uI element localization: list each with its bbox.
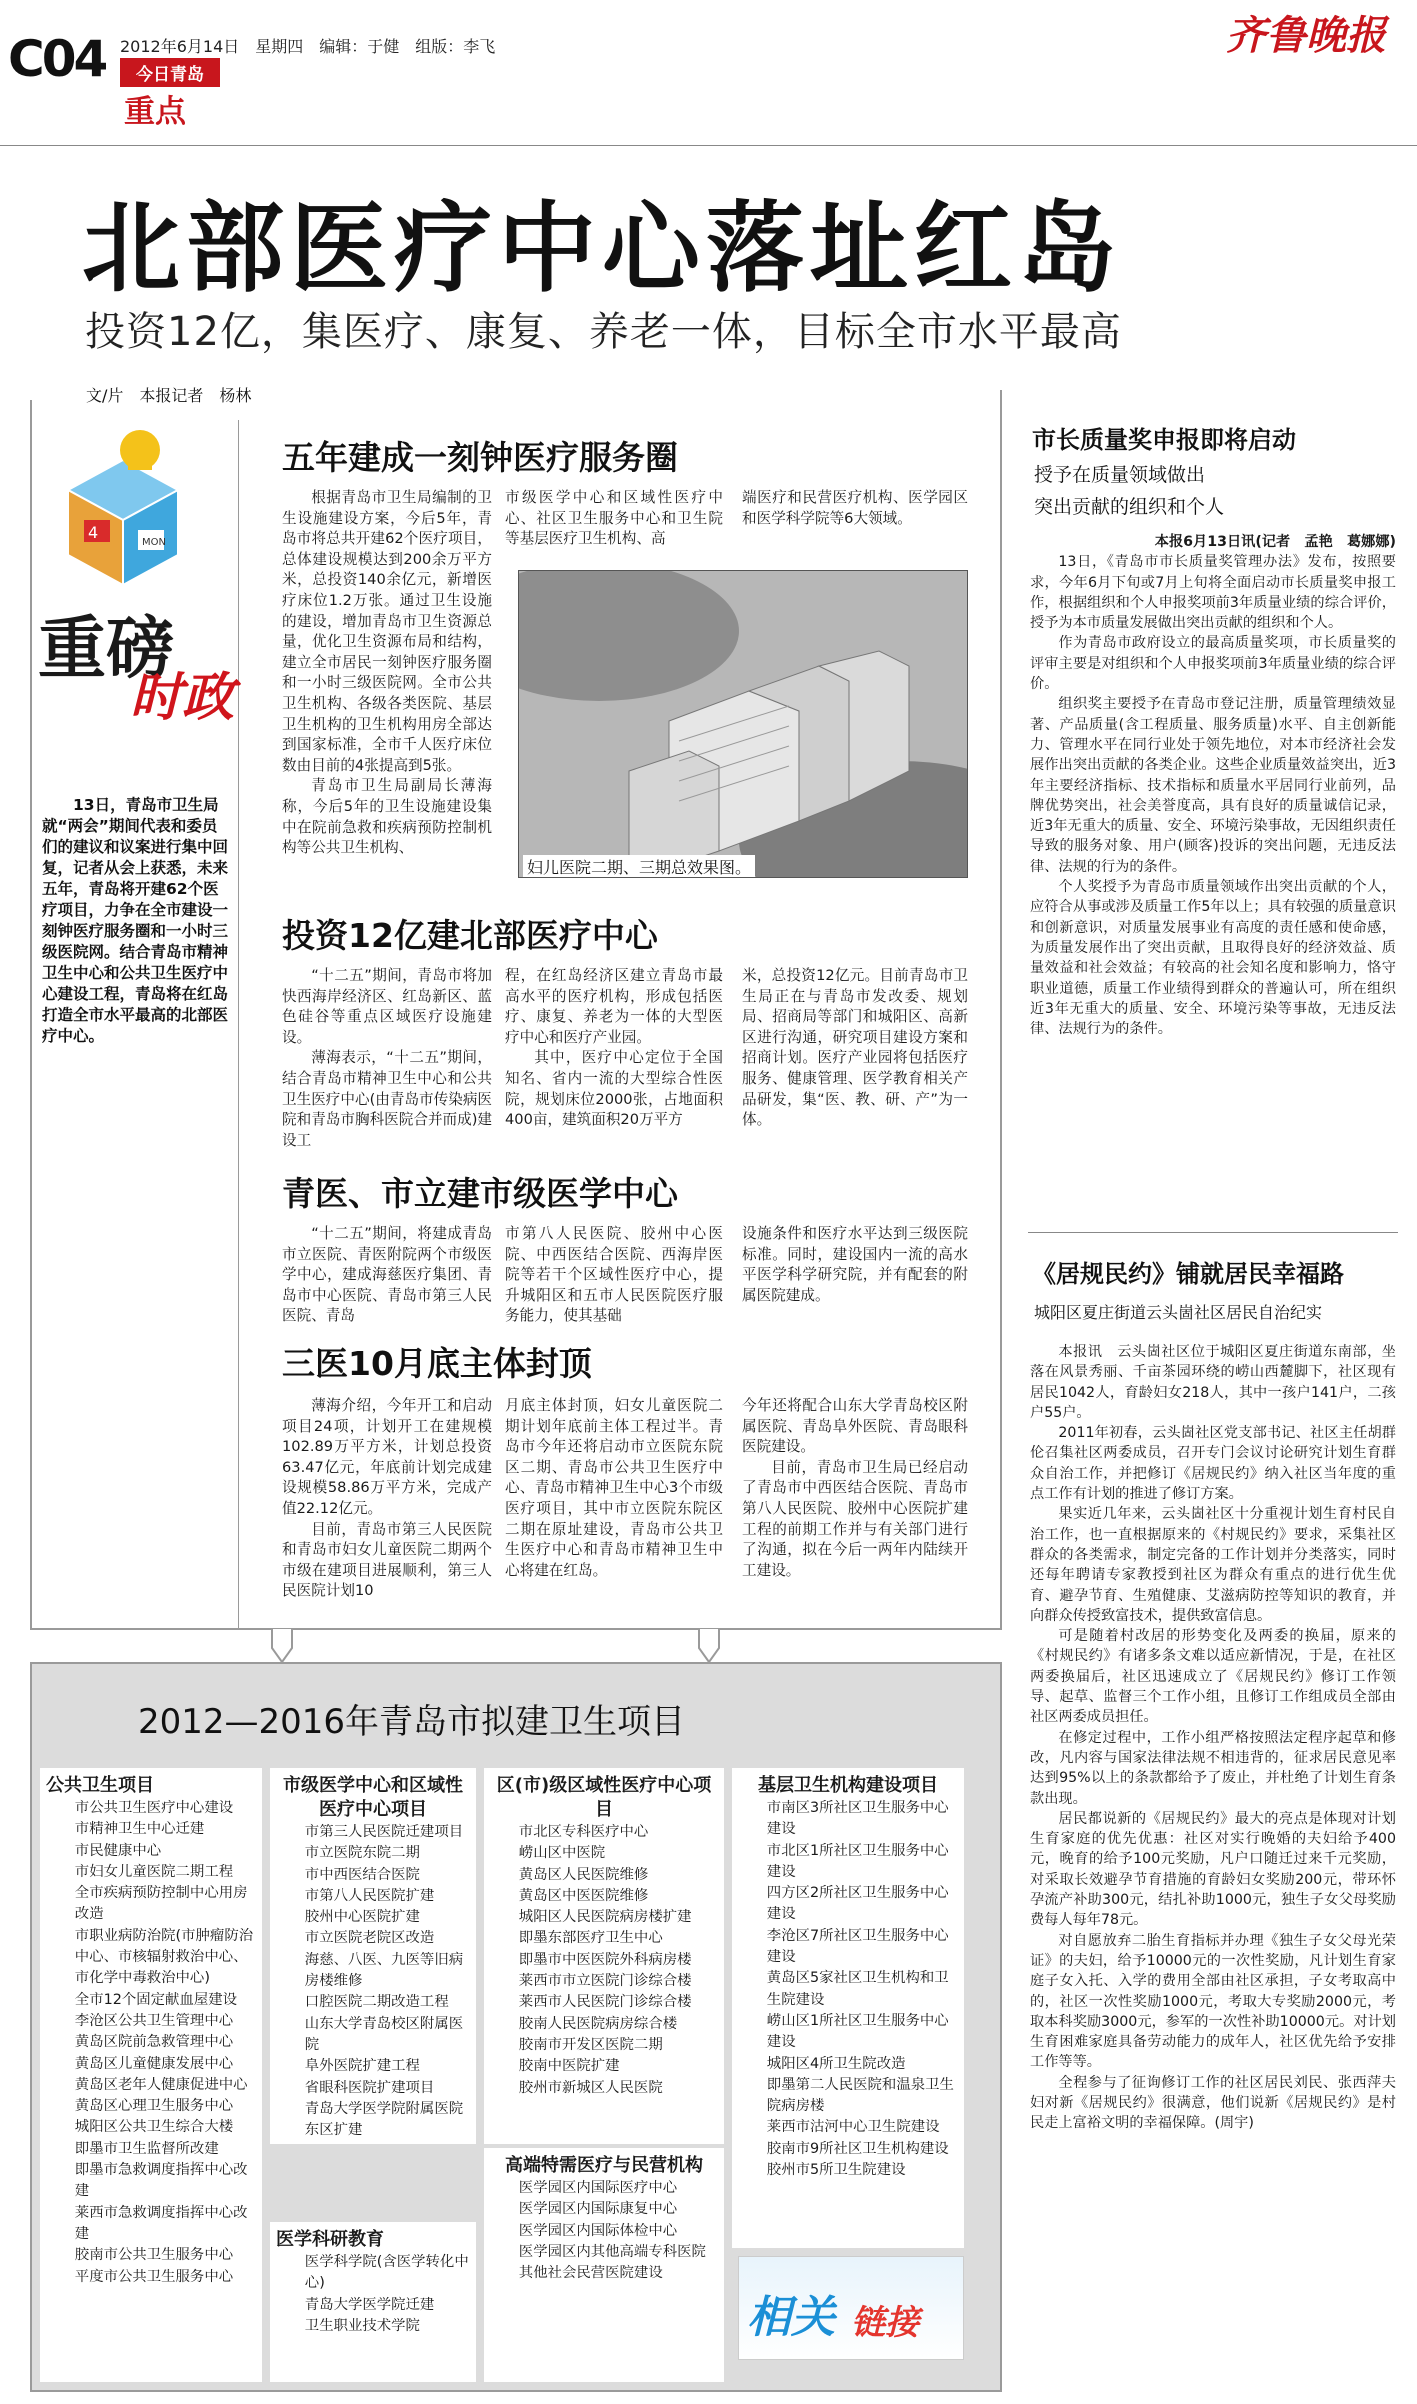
project-item: 胶南市开发区医院二期 bbox=[518, 2036, 663, 2053]
project-item: 市民健康中心 bbox=[74, 1842, 162, 1859]
project-item: 崂山区1所社区卫生服务中心建设 bbox=[766, 2012, 949, 2051]
right-a2-p4: 可是随着村改居的形势变化及两委的换届，原来的《村规民约》有诸多条文难以适应新情况，于是，在社区两委换届后，社区迅速成立了《居规民约》修订工作领导、起草、监督三个工作小组，且修订工作组成员全部由社区两委成员担任。 bbox=[1030, 1628, 1396, 1726]
promo-title-line1: 重磅 bbox=[38, 609, 175, 689]
project-item: 李沧区公共卫生管理中心 bbox=[74, 2012, 234, 2029]
project-col-basic bbox=[732, 1768, 964, 2248]
section-name: 重点 bbox=[124, 94, 186, 130]
project-item: 莱西市人民医院门诊综合楼 bbox=[518, 1994, 692, 2011]
s1-col3 bbox=[742, 488, 968, 529]
right-a2-p3: 果实近几年来，云头崮社区十分重视计划生育村民自治工作，也一直根据原来的《村规民约》要求，采集社区群众的各类需求，制定完备的工作计划并分类落实，同时还每年聘请专家教授到社区为群众有重点的进行优生优育、避孕节育、生殖健康、艾滋病防控等知识的教育，并向群众传授致富技术，提供致富信息。 bbox=[1030, 1506, 1396, 1624]
project-col-city bbox=[270, 1768, 476, 2144]
s3-col2-p: 市第八人民医院、胶州中心医院、中西医结合医院、西海岸医院等若干个区域性医疗中心，提升城阳区和五市人民医院医疗服务能力，使其基础 bbox=[505, 1225, 723, 1325]
project-item: 市立医院老院区改造 bbox=[304, 1930, 435, 1947]
section-tag: 今日青岛 bbox=[120, 58, 220, 87]
project-list-title: 2012—2016年青岛市拟建卫生项目 bbox=[138, 1702, 686, 1742]
col-basic-head: 基层卫生机构建设项目 bbox=[758, 1775, 938, 1796]
project-item: 省眼科医院扩建项目 bbox=[304, 2079, 435, 2096]
s4-col2-p: 月底主体封顶，妇女儿童医院二期计划年底前主体工程过半。青岛市今年还将启动市立医院东院区二期、青岛市公共卫生医疗中心、青岛市精神卫生中心3个市级医疗项目，其中市立医院东院区二期在原址建设，青岛市公共卫生医疗中心和青岛市精神卫生中心将建在红岛。 bbox=[505, 1397, 723, 1579]
right-article1-body bbox=[1030, 532, 1396, 1039]
svg-text:4: 4 bbox=[88, 523, 99, 542]
project-item: 市立医院东院二期 bbox=[304, 1845, 420, 1862]
right-article2-body bbox=[1030, 1342, 1396, 2134]
s1-col1 bbox=[282, 488, 492, 859]
s1-col2 bbox=[505, 488, 723, 550]
connector-right bbox=[695, 1628, 723, 1664]
right-divider bbox=[1028, 1232, 1398, 1233]
right-article1-title: 市长质量奖申报即将启动 bbox=[1032, 426, 1296, 454]
s4-col1-p2: 目前，青岛市第三人民医院和青岛市妇女儿童医院二期两个市级在建项目进展顺利，第三人民医院计划10 bbox=[282, 1520, 492, 1600]
project-item: 市中西医结合医院 bbox=[304, 1866, 420, 1883]
s2-col3-p: 米，总投资12亿元。目前青岛市卫生局正在与青岛市发改委、规划局、招商局等部门和城阳区、高新区进行沟通，研究项目建设方案和招商计划。医疗产业园将包括医疗服务、健康管理、医学教育相关产品研发，集“医、教、研、产”为一体。 bbox=[742, 967, 968, 1129]
s3-col2 bbox=[505, 1224, 723, 1327]
project-item: 黄岛区中医医院维修 bbox=[518, 1887, 649, 1904]
project-item: 市南区3所社区卫生服务中心建设 bbox=[766, 1800, 949, 1838]
right-a2-p6: 居民都说新的《居规民约》最大的亮点是体现对计划生育家庭的优先优惠：社区对实行晚婚的夫妇给予400元，晚育的给予100元奖励，凡户口随迁过来千元奖励，对采取长效避孕节育措施的育龄妇女奖励200元，带环怀孕流产补助300元，结扎补助1000元，独生子女父母奖励费每人每年78元。 bbox=[1030, 1810, 1396, 1929]
divider-left-inner bbox=[238, 420, 239, 1630]
right-article2-sub: 城阳区夏庄街道云头崮社区居民自治纪实 bbox=[1034, 1303, 1323, 1322]
project-item: 城阳区人民医院病房楼扩建 bbox=[518, 1909, 692, 1926]
promo-paragraph: 13日，青岛市卫生局就“两会”期间代表和委员们的建议和议案进行集中回复，记者从会上获悉，未来五年，青岛将开建62个医疗项目，力争在全市建设一刻钟医疗服务圈和一小时三级医院网。结合青岛市精神卫生中心和公共卫生医疗中心建设工程，青岛将在红岛打造全市水平最高的北部医疗中心。 bbox=[42, 796, 229, 1045]
project-item: 市职业病防治院(市肿瘤防治中心、市核辐射救治中心、市化学中毒救治中心) bbox=[74, 1927, 254, 1987]
project-item: 医学科学院(含医学转化中心) bbox=[304, 2254, 469, 2292]
project-item: 即墨市急救调度指挥中心改建 bbox=[74, 2162, 248, 2200]
project-col-edu bbox=[270, 2222, 476, 2382]
link-label: 链接 bbox=[851, 2303, 919, 2343]
project-item: 黄岛区心理卫生服务中心 bbox=[74, 2098, 234, 2115]
s3-col3 bbox=[742, 1224, 968, 1306]
project-item: 医学园区内其他高端专科医院 bbox=[518, 2243, 706, 2260]
section2-title: 投资12亿建北部医疗中心 bbox=[282, 916, 658, 955]
right-a2-p5: 在修定过程中，工作小组严格按照法定程序起草和修改，凡内容与国家法律法规不相违背的，征求居民意见率达到95%以上的条款都给予了废止，并杜绝了计划生育条款出现。 bbox=[1030, 1729, 1396, 1807]
right-a2-p1: 本报讯 云头崮社区位于城阳区夏庄街道东南部，坐落在风景秀丽、千亩茶园环绕的崂山西麓脚下，社区现有居民1042人，育龄妇女218人，其中一孩户141户，二孩户55户。 bbox=[1030, 1344, 1396, 1421]
col-highend-head: 高端特需医疗与民营机构 bbox=[505, 2155, 703, 2176]
right-a2-p7: 对自愿放弃二胎生育指标并办理《独生子女父母光荣证》的夫妇，给予10000元的一次性奖励，凡计划生育家庭子女入托、入学的费用全部由社区承担，子女考取高中的，社区一次性奖励1000元，考取大专奖励2000元，考取本科奖励3000元，参军的一次性补助10000元。对计划生育困难家庭具备劳动能力的成年人，社区优先给予安排工作等等。 bbox=[1030, 1932, 1396, 2071]
s1-col1-p1: 根据青岛市卫生局编制的卫生设施建设方案，今后5年，青岛市将总共开建62个医疗项目，总体建设规模达到200余万平方米，总投资140余亿元，新增医疗床位1.2万张。通过卫生设施的建设，增加青岛市卫生资源总量，优化卫生资源布局和结构，建立全市居民一刻钟医疗服务圈和一小时三级医院网。全市公共卫生机构、各级各类医院、基层卫生机构的卫生机构用房全部达到国家标准，全市千人医疗床位数由目前的4张提高到5张。 bbox=[282, 489, 492, 774]
section3-title: 青医、市立建市级医学中心 bbox=[282, 1174, 678, 1213]
project-item: 胶南市9所社区卫生机构建设 bbox=[766, 2140, 949, 2157]
project-item: 李沧区7所社区卫生服务中心建设 bbox=[766, 1927, 949, 1966]
s4-col1-p1: 薄海介绍，今年开工和启动项目24项，计划开工在建规模102.89万平方米，计划总投资63.47亿元，年底前计划完成建设规模58.86万平方米，完成产值22.12亿元。 bbox=[282, 1397, 492, 1517]
right-a1-p3: 组织奖主要授予在青岛市登记注册，质量管理绩效显著、产品质量(含工程质量、服务质量)水平、自主创新能力、管理水平在同行业处于领先地位，对本市经济社会发展作出突出贡献的各类企业。这些企业质量效益突出，近3年主要经济指标、技术指标和质量水平居同行业前列，品牌优势突出，社会美誉度高，具有良好的质量诚信记录，近3年无重大的质量、安全、环境污染事故，无因组织责任导致的服务对象、用户(顾客)投诉的突出问题，无违反法律、法规的行为的条件。 bbox=[1030, 696, 1396, 875]
project-item: 莱西市市立医院门诊综合楼 bbox=[518, 1973, 692, 1990]
paper-masthead: 齐鲁晚报 bbox=[1226, 12, 1386, 59]
project-item: 四方区2所社区卫生服务中心建设 bbox=[766, 1885, 949, 1923]
s2-col1 bbox=[282, 966, 492, 1151]
project-item: 即墨市卫生监督所改建 bbox=[74, 2140, 219, 2157]
project-item: 市北区1所社区卫生服务中心建设 bbox=[766, 1842, 949, 1880]
project-item: 黄岛区5家社区卫生机构和卫生院建设 bbox=[766, 1970, 949, 2008]
project-col-highend bbox=[484, 2148, 724, 2382]
divider-vertical bbox=[1000, 390, 1002, 1630]
col-city-head: 市级医学中心和区域性医疗中心项目 bbox=[283, 1775, 463, 1820]
project-col-district bbox=[484, 1768, 724, 2144]
col-district-head: 区(市)级区域性医疗中心项目 bbox=[496, 1775, 712, 1820]
project-item: 全市疾病预防控制中心用房改造 bbox=[74, 1885, 248, 1923]
right-a1-byline: 本报6月13日讯(记者 孟艳 葛娜娜) bbox=[1154, 534, 1396, 550]
cube-illustration bbox=[48, 420, 198, 590]
project-item: 市妇女儿童医院二期工程 bbox=[74, 1863, 234, 1880]
s2-col1-p2: 薄海表示，“十二五”期间，结合青岛市精神卫生中心和公共卫生医疗中心(由青岛市传染病医院和青岛市胸科医院合并而成)建设工 bbox=[282, 1049, 493, 1149]
photo-caption: 妇儿医院二期、三期总效果图。 bbox=[523, 855, 755, 878]
right-article1-sub2: 突出贡献的组织和个人 bbox=[1034, 496, 1225, 518]
related-link-badge[interactable] bbox=[738, 2256, 964, 2360]
project-item: 市精神卫生中心迁建 bbox=[74, 1821, 205, 1838]
right-a1-p4: 个人奖授予为青岛市质量领域作出突出贡献的个人，应符合从事或涉及质量工作5年以上；具有较强的质量意识和创新意识，对质量发展事业有高度的责任感和使命感，为质量发展作出了突出贡献，且取得良好的经济效益、质量效益和社会效益；有较高的社会知名度和影响力，恪守职业道德，质量工作业绩得到群众的普遍认可，所在组织近3年无重大的质量、安全、环境污染等事故，无违反法律、法规行为的条件。 bbox=[1030, 879, 1396, 1038]
header-rule bbox=[0, 145, 1417, 146]
project-item: 市公共卫生医疗中心建设 bbox=[74, 1800, 234, 1816]
project-item: 市第三人民医院迁建项目 bbox=[304, 1824, 464, 1840]
s1-col3-p: 端医疗和民营医疗机构、医学园区和医学科学院等6大领域。 bbox=[742, 489, 968, 527]
project-item: 青岛大学医学院附属医院东区扩建 bbox=[304, 2100, 464, 2139]
project-item: 胶州市新城区人民医院 bbox=[518, 2079, 663, 2096]
s4-col2 bbox=[505, 1396, 723, 1581]
main-subhead: 投资12亿，集医疗、康复、养老一体，目标全市水平最高 bbox=[85, 309, 1122, 355]
project-item: 城阳区4所卫生院改造 bbox=[766, 2055, 906, 2072]
promo-title-line2: 时政 bbox=[130, 667, 235, 728]
promo-text bbox=[42, 795, 232, 1047]
project-item: 城阳区公共卫生综合大楼 bbox=[74, 2119, 234, 2136]
right-a1-p2: 作为青岛市政府设立的最高质量奖项，市长质量奖的评审主要是对组织和个人申报奖项前3年质量业绩的综合评价。 bbox=[1030, 635, 1396, 693]
s3-col1-p: “十二五”期间，将建成青岛市立医院、青医附院两个市级医学中心，建成海慈医疗集团、青岛市中心医院、青岛市第三人民医院、青岛 bbox=[282, 1225, 492, 1325]
project-item: 黄岛区人民医院维修 bbox=[518, 1866, 649, 1883]
project-item: 即墨东部医疗卫生中心 bbox=[518, 1930, 663, 1947]
s4-col3-p2: 目前，青岛市卫生局已经启动了青岛市中西医结合医院、青岛市第八人民医院、胶州中心医院扩建工程的前期工作并与有关部门进行了沟通，拟在今后一两年内陆续开工建设。 bbox=[742, 1458, 968, 1579]
project-item: 全市12个固定献血屋建设 bbox=[74, 1991, 238, 2008]
s2-col2 bbox=[505, 966, 723, 1131]
right-a2-p8: 全程参与了征询修订工作的社区居民刘民、张西萍夫妇对新《居规民约》很满意，他们说新《居规民约》是村民走上富裕文明的幸福保障。(周宇) bbox=[1030, 2074, 1396, 2132]
s4-col3 bbox=[742, 1396, 968, 1581]
s3-col1 bbox=[282, 1224, 492, 1327]
s2-col2-p2: 其中，医疗中心定位于全国知名、省内一流的大型综合性医院，规划床位2000张，占地面积400亩，建筑面积20万平方 bbox=[505, 1049, 723, 1129]
page-number: C04 bbox=[8, 30, 106, 88]
project-item: 胶南人民医院病房综合楼 bbox=[518, 2015, 678, 2032]
project-item: 医学园区内国际体检中心 bbox=[518, 2222, 678, 2239]
svg-text:MON: MON bbox=[142, 537, 166, 548]
col-public-head: 公共卫生项目 bbox=[46, 1775, 154, 1796]
project-col-public bbox=[40, 1768, 262, 2382]
project-item: 海慈、八医、九医等旧病房楼维修 bbox=[304, 1951, 464, 1990]
main-headline: 北部医疗中心落址红岛 bbox=[82, 192, 1123, 306]
project-item: 胶州市5所卫生院建设 bbox=[766, 2162, 906, 2179]
article-byline: 文/片 本报记者 杨林 bbox=[86, 386, 252, 405]
right-a2-p2: 2011年初春，云头崮社区党支部书记、社区主任胡群伦召集社区两委成员，召开专门会议讨论研究计划生育群众自治工作，并把修订《居规民约》纳入社区当年度的重点工作有计划的推进了修订方案。 bbox=[1030, 1425, 1396, 1503]
project-item: 卫生职业技术学院 bbox=[304, 2317, 420, 2334]
s2-col2-p1: 程，在红岛经济区建立青岛市最高水平的医疗机构，形成包括医疗、康复、养老为一体的大型医疗中心和医疗产业园。 bbox=[505, 967, 723, 1046]
project-item: 市第八人民医院扩建 bbox=[304, 1887, 435, 1904]
project-item: 其他社会民营医院建设 bbox=[518, 2265, 663, 2282]
hospital-rendering-photo bbox=[518, 570, 968, 878]
s2-col1-p1: “十二五”期间，青岛市将加快西海岸经济区、红岛新区、蓝色硅谷等重点区域医疗设施建设。 bbox=[282, 967, 492, 1046]
project-item: 莱西市急救调度指挥中心改建 bbox=[74, 2204, 248, 2242]
section4-title: 三医10月底主体封顶 bbox=[282, 1344, 592, 1383]
project-item: 青岛大学医学院迁建 bbox=[304, 2296, 435, 2313]
project-item: 医学园区内国际医疗中心 bbox=[518, 2180, 678, 2196]
s3-col3-p: 设施条件和医疗水平达到三级医院标准。同时，建设国内一流的高水平医学科学研究院，并有配套的附属医院建成。 bbox=[742, 1225, 968, 1304]
project-item: 山东大学青岛校区附属医院 bbox=[304, 2015, 464, 2053]
project-item: 市北区专科医疗中心 bbox=[518, 1824, 649, 1840]
s1-col2-p: 市级医学中心和区域性医疗中心、社区卫生服务中心和卫生院等基层医疗卫生机构、高 bbox=[505, 489, 723, 548]
connector-left bbox=[268, 1628, 296, 1664]
right-article2-title: 《居规民约》铺就居民幸福路 bbox=[1032, 1260, 1344, 1288]
s2-col3 bbox=[742, 966, 968, 1131]
related-label: 相关 bbox=[747, 2292, 835, 2343]
project-item: 黄岛区老年人健康促进中心 bbox=[74, 2076, 248, 2093]
project-item: 胶南市公共卫生服务中心 bbox=[74, 2247, 234, 2264]
project-item: 平度市公共卫生服务中心 bbox=[74, 2268, 234, 2285]
project-item: 胶南中医院扩建 bbox=[518, 2058, 620, 2075]
section1-title: 五年建成一刻钟医疗服务圈 bbox=[282, 438, 678, 477]
col-edu-head: 医学科研教育 bbox=[276, 2229, 384, 2250]
s4-col1 bbox=[282, 1396, 492, 1602]
project-item: 即墨第二人民医院和温泉卫生院病房楼 bbox=[766, 2076, 954, 2115]
project-item: 莱西市沽河中心卫生院建设 bbox=[766, 2119, 940, 2136]
right-article1-sub1: 授予在质量领域做出 bbox=[1034, 464, 1206, 486]
project-item: 黄岛区儿童健康发展中心 bbox=[74, 2055, 234, 2072]
project-item: 口腔医院二期改造工程 bbox=[304, 1994, 449, 2011]
s1-col1-p2: 青岛市卫生局副局长薄海称，今后5年的卫生设施建设集中在院前急救和疾病预防控制机构等公共卫生机构、 bbox=[282, 777, 492, 857]
project-item: 黄岛区院前急救管理中心 bbox=[74, 2034, 234, 2051]
s4-col3-p1: 今年还将配合山东大学青岛校区附属医院、青岛阜外医院、青岛眼科医院建设。 bbox=[742, 1397, 968, 1456]
project-item: 医学园区内国际康复中心 bbox=[518, 2201, 678, 2218]
project-item: 阜外医院扩建工程 bbox=[304, 2058, 420, 2075]
header-date: 2012年6月14日 星期四 编辑：于健 组版：李飞 bbox=[120, 37, 496, 56]
right-a1-p1: 13日，《青岛市市长质量奖管理办法》发布，按照要求，今年6月下旬或7月上旬将全面启动市长质量奖申报工作，根据组织和个人申报奖项前3年质量业绩的综合评价，授予为本市质量发展做出突出贡献的组织和个人。 bbox=[1030, 554, 1396, 632]
project-item: 即墨市中医医院外科病房楼 bbox=[518, 1951, 692, 1968]
project-item: 胶州中心医院扩建 bbox=[304, 1909, 420, 1926]
project-item: 崂山区中医院 bbox=[518, 1845, 606, 1862]
